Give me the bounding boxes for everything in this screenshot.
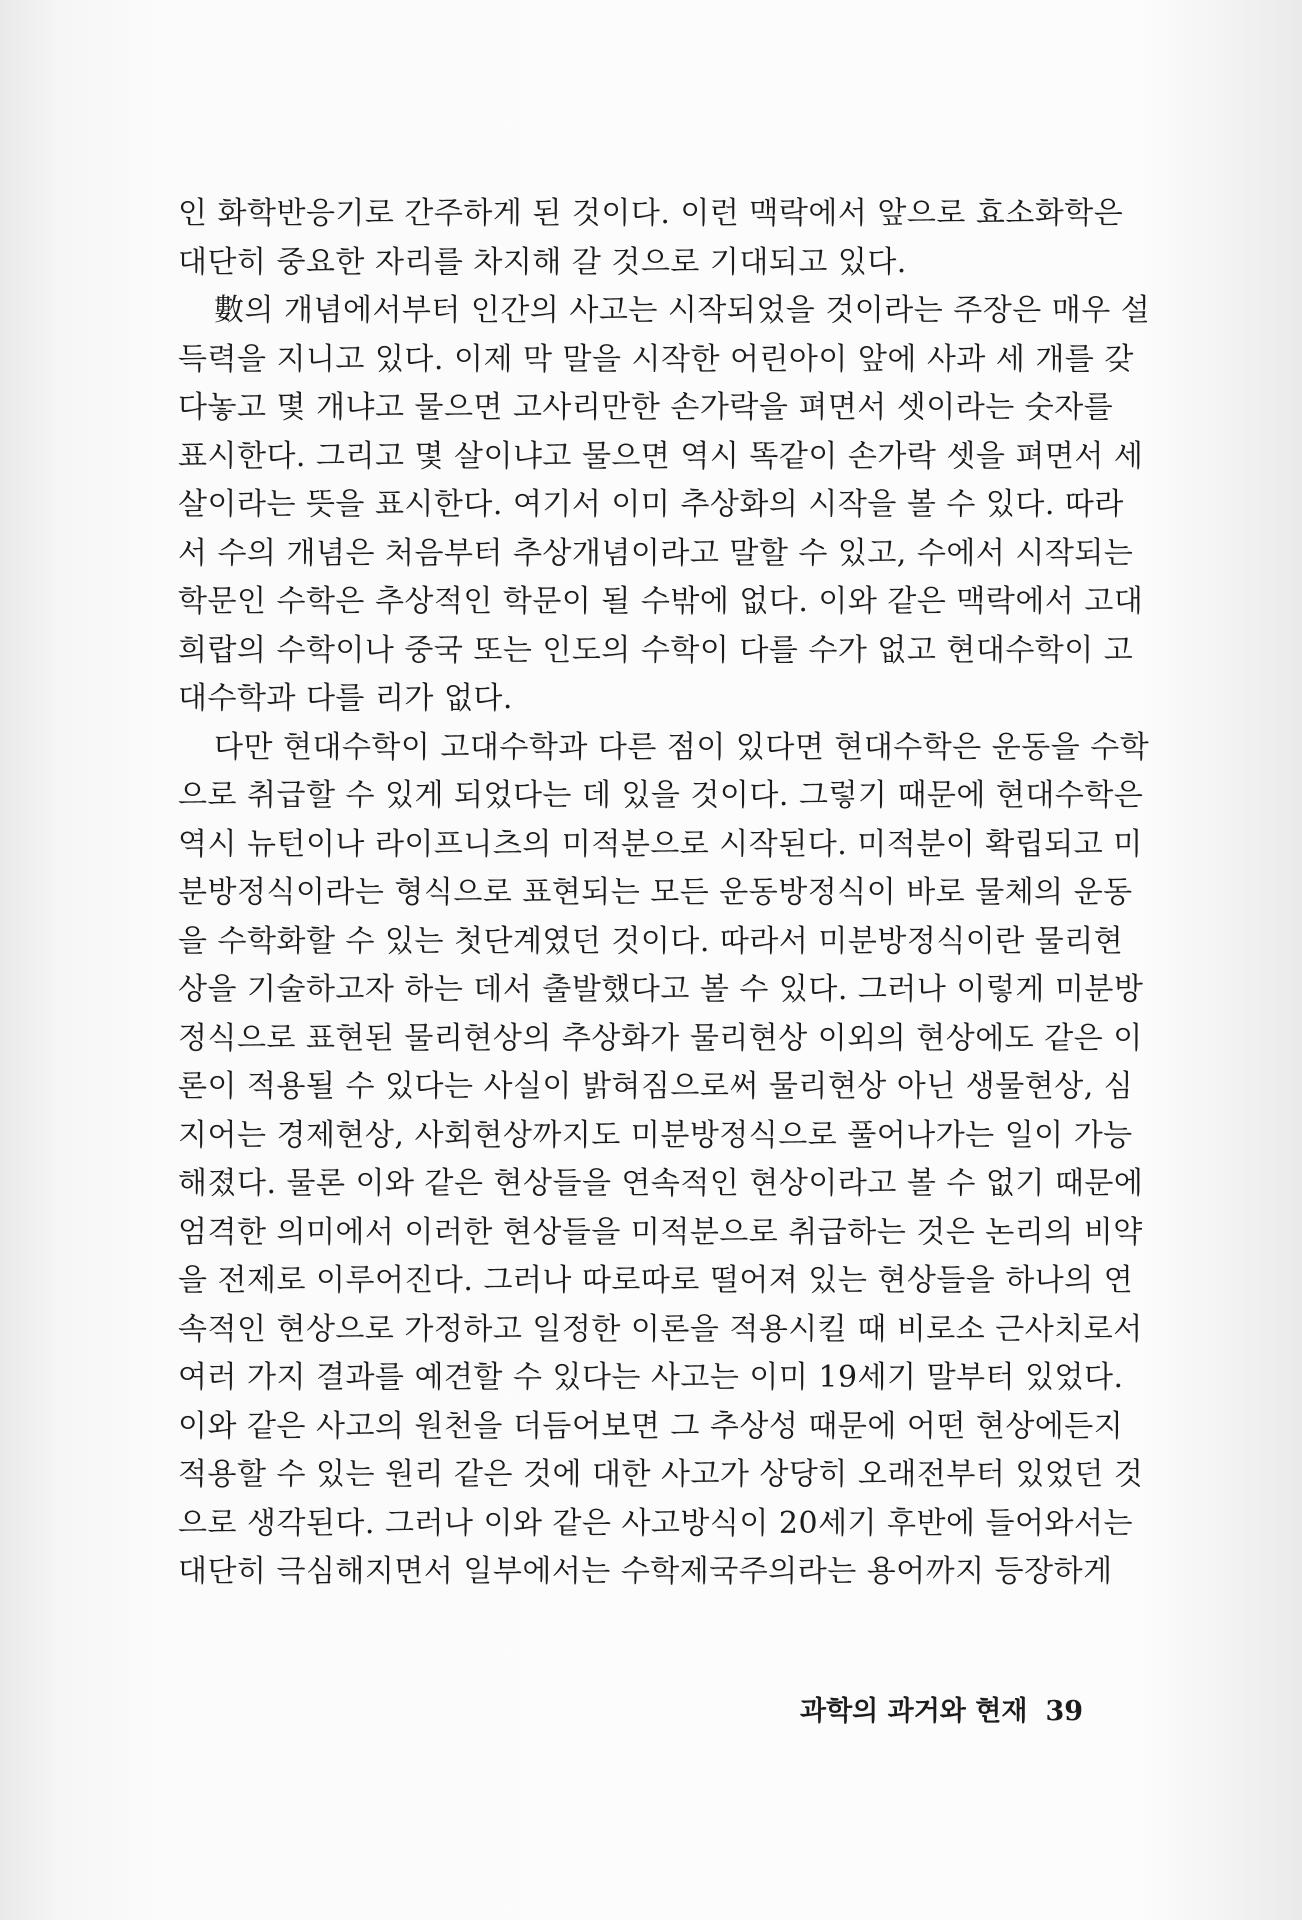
text-line: 역시 뉴턴이나 라이프니츠의 미적분으로 시작된다. 미적분이 확립되고 미 (178, 826, 1143, 862)
text-line: 數의 개념에서부터 인간의 사고는 시작되었을 것이라는 주장은 매우 설 (214, 293, 1151, 328)
page-footer (800, 1692, 1100, 1732)
text-line: 지어는 경제현상, 사회현상까지도 미분방정식으로 풀어나가는 일이 가능 (178, 1117, 1133, 1153)
text-line: 여러 가지 결과를 예견할 수 있다는 사고는 이미 19세기 말부터 있었다. (178, 1360, 1124, 1395)
text-line: 살이라는 뜻을 표시한다. 여기서 이미 추상화의 시작을 볼 수 있다. 따라 (178, 487, 1124, 522)
text-line: 론이 적용될 수 있다는 사실이 밝혀짐으로써 물리현상 아닌 생물현상, 심 (178, 1069, 1134, 1104)
text-line: 희랍의 수학이나 중국 또는 인도의 수학이 다를 수가 없고 현대수학이 고 (178, 632, 1134, 668)
text-line: 을 수학화할 수 있는 첫단계였던 것이다. 따라서 미분방정식이란 물리현 (178, 923, 1124, 959)
body-text (178, 190, 1151, 1597)
text-line: 대단히 극심해지면서 일부에서는 수학제국주의라는 용어까지 등장하게 (178, 1554, 1113, 1589)
text-line: 득력을 지니고 있다. 이제 막 말을 시작한 어린아이 앞에 사과 세 개를 갖 (178, 341, 1134, 377)
text-line: 속적인 현상으로 가정하고 일정한 이론을 적용시킬 때 비로소 근사치로서 (178, 1311, 1143, 1347)
text-line: 상을 기술하고자 하는 데서 출발했다고 볼 수 있다. 그러나 이렇게 미분방 (178, 972, 1144, 1007)
text-line: 분방정식이라는 형식으로 표현되는 모든 운동방정식이 바로 물체의 운동 (178, 875, 1133, 910)
text-line: 대단히 중요한 자리를 차지해 갈 것으로 기대되고 있다. (178, 244, 907, 280)
text-line: 다놓고 몇 개냐고 물으면 고사리만한 손가락을 펴면서 셋이라는 숫자를 (178, 390, 1114, 425)
text-line: 표시한다. 그리고 몇 살이냐고 물으면 역시 똑같이 손가락 셋을 펴면서 세 (178, 438, 1144, 474)
text-line: 정식으로 표현된 물리현상의 추상화가 물리현상 이외의 현상에도 같은 이 (178, 1020, 1143, 1056)
text-line: 적용할 수 있는 원리 같은 것에 대한 사고가 상당히 오래전부터 있었던 것 (178, 1457, 1144, 1492)
text-line: 다만 현대수학이 고대수학과 다른 점이 있다면 현대수학은 운동을 수학 (214, 729, 1150, 765)
text-line: 이와 같은 사고의 원천을 더듬어보면 그 추상성 때문에 어떤 현상에든지 (178, 1408, 1124, 1444)
text-line: 으로 취급할 수 있게 되었다는 데 있을 것이다. 그렇기 때문에 현대수학은 (178, 778, 1144, 813)
page-number: 39 (1045, 1696, 1084, 1727)
running-title: 과학의 과거와 현재 (800, 1696, 1028, 1727)
text-line: 서 수의 개념은 처음부터 추상개념이라고 말할 수 있고, 수에서 시작되는 (178, 535, 1134, 571)
text-line: 으로 생각된다. 그러나 이와 같은 사고방식이 20세기 후반에 들어와서는 (178, 1505, 1133, 1541)
text-line: 대수학과 다를 리가 없다. (178, 681, 513, 716)
text-line: 학문인 수학은 추상적인 학문이 될 수밖에 없다. 이와 같은 맥락에서 고대 (178, 584, 1144, 619)
text-line: 인 화학반응기로 간주하게 된 것이다. 이런 맥락에서 앞으로 효소화학은 (178, 196, 1124, 231)
text-line: 해졌다. 물론 이와 같은 현상들을 연속적인 현상이라고 볼 수 없기 때문에 (178, 1166, 1144, 1201)
text-line: 엄격한 의미에서 이러한 현상들을 미적분으로 취급하는 것은 논리의 비약 (178, 1214, 1143, 1250)
text-line: 을 전제로 이루어진다. 그러나 따로따로 떨어져 있는 현상들을 하나의 연 (178, 1263, 1134, 1298)
